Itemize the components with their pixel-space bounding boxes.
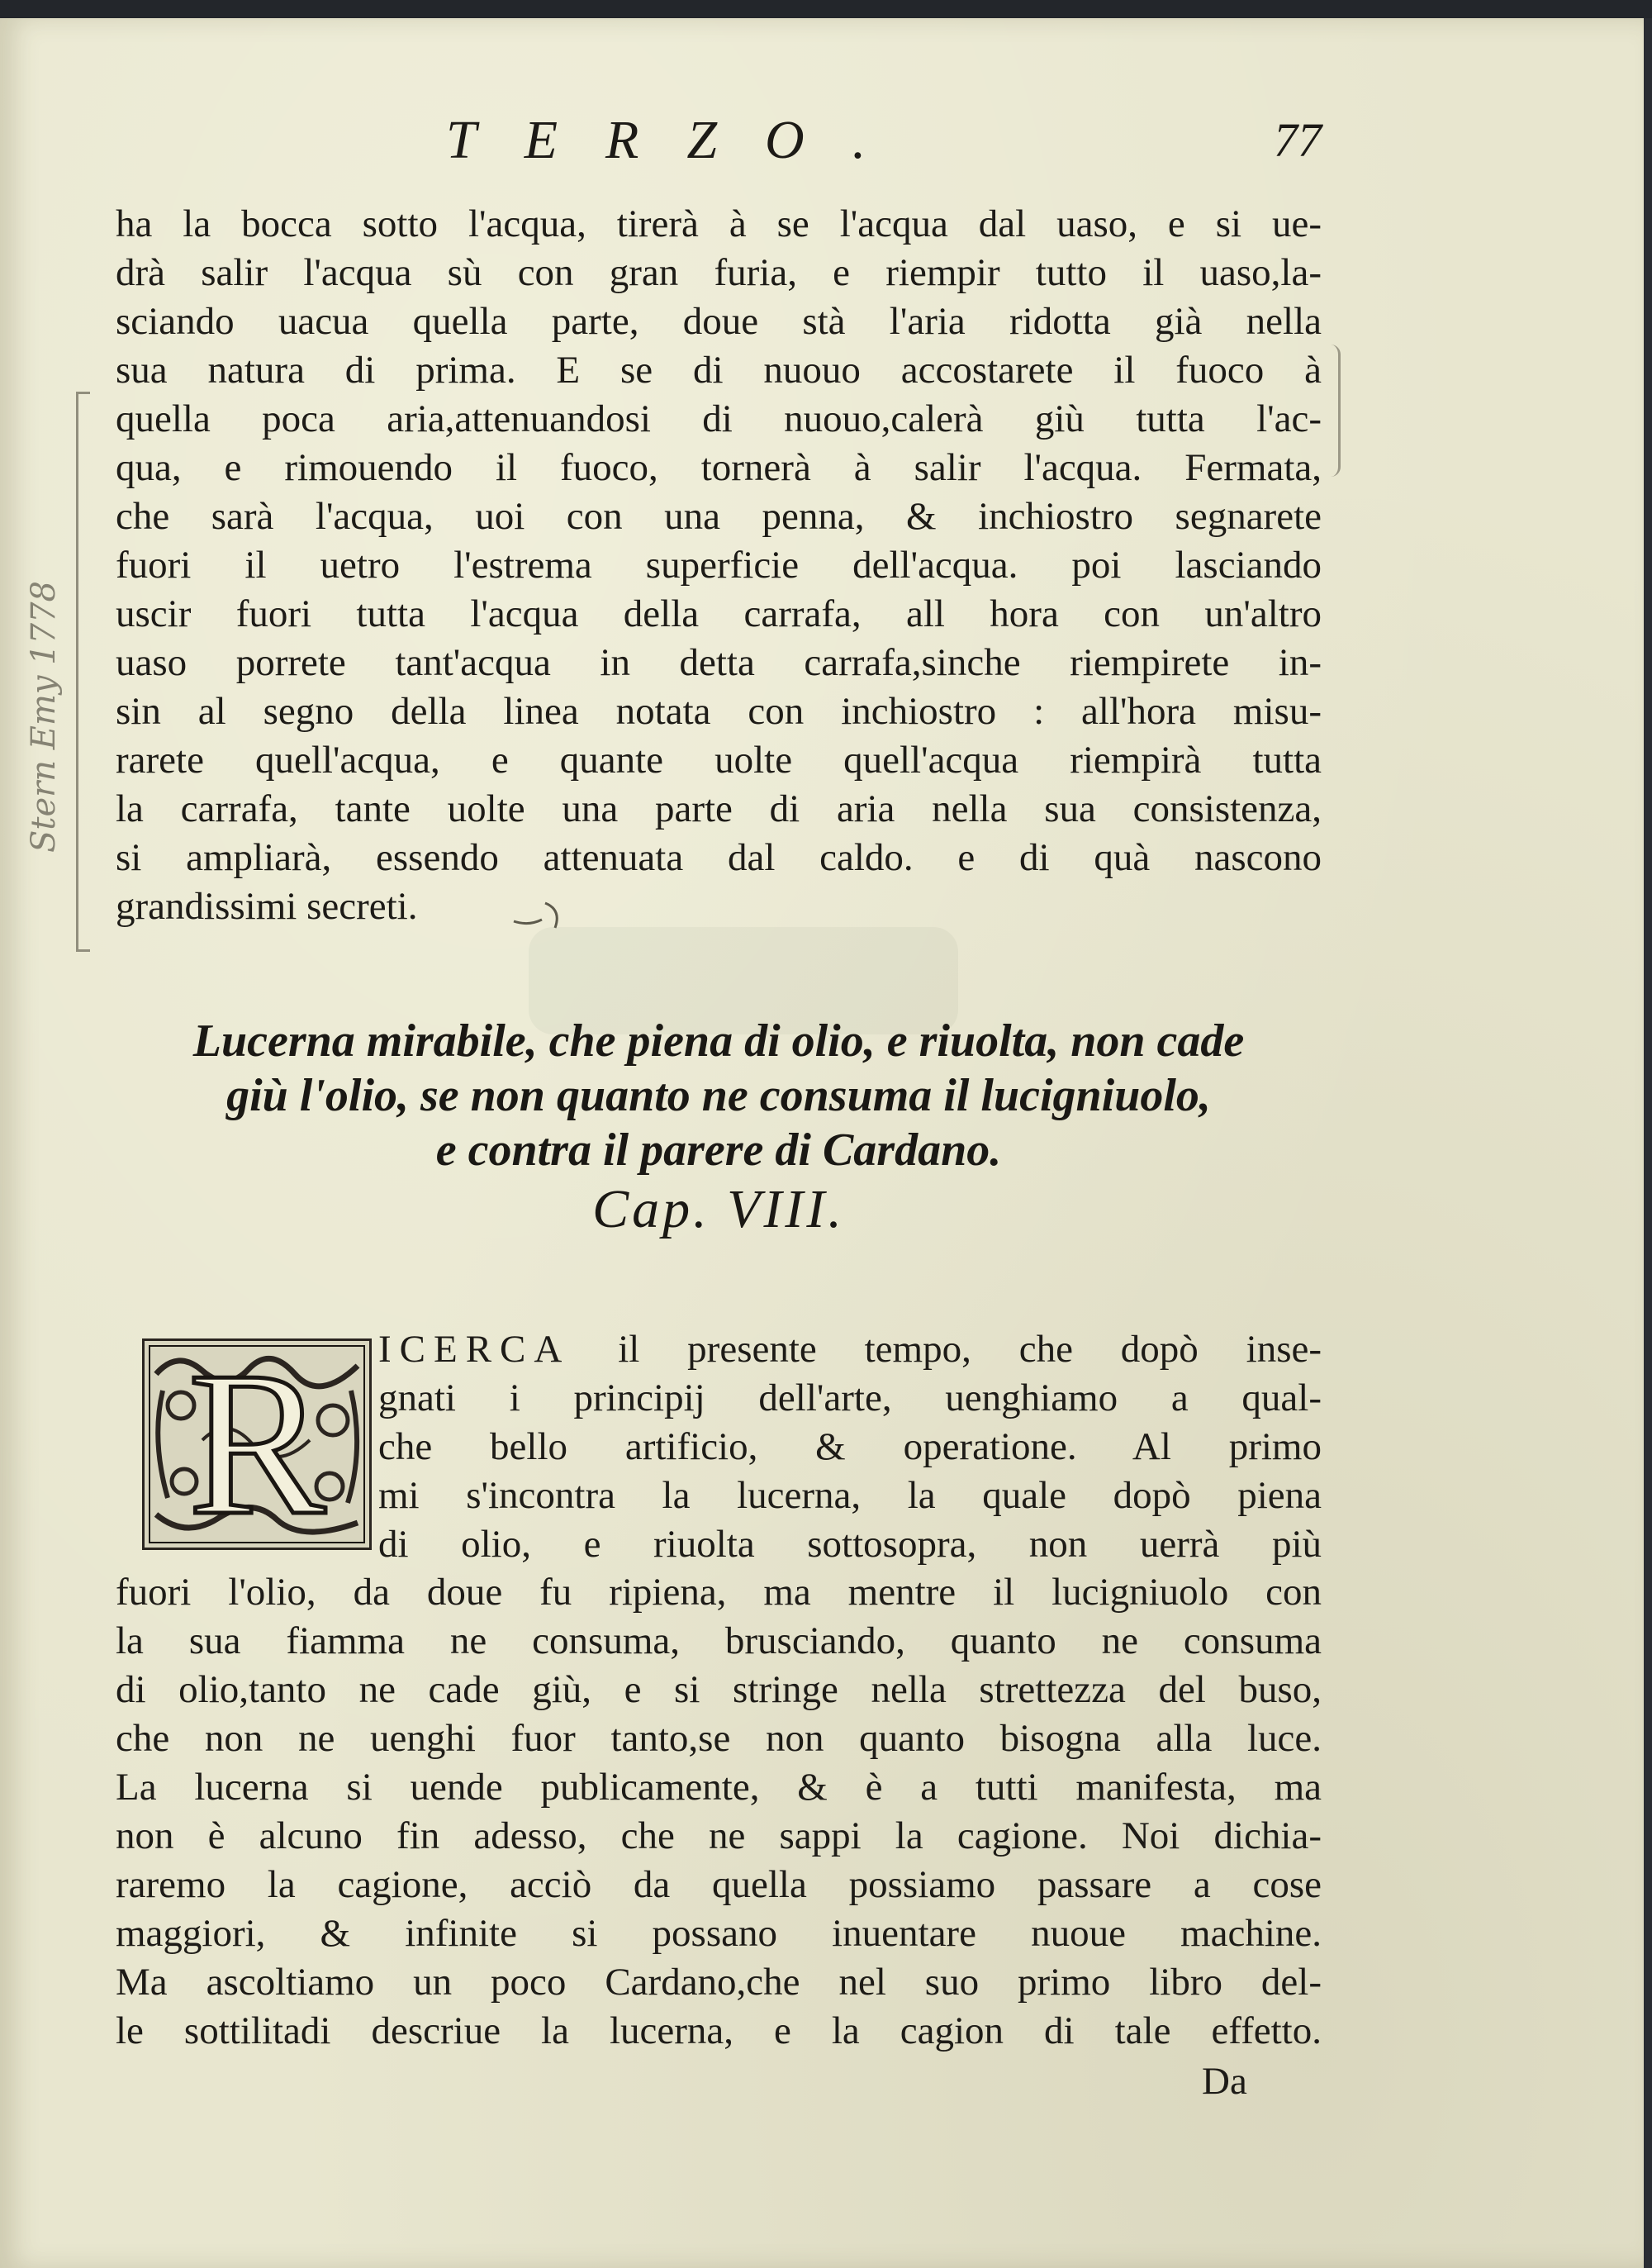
scan-top-edge: [0, 0, 1652, 18]
text-line: fuori l'olio, da doue fu ripiena, ma mentre il lucigniuolo con: [116, 1571, 1322, 1614]
opening-word: ICERCA: [378, 1328, 571, 1371]
text-line: qua, e rimouendo il fuoco, tornerà à salir l'acqua. Fermata,: [116, 446, 1322, 489]
running-head: TERZO.: [446, 110, 914, 170]
chapter-paragraph: [116, 1568, 1322, 2056]
handwritten-margin-note: Stern Emy 1778: [25, 581, 63, 853]
text-line: gnati i principij dell'arte, uenghiamo a qual-: [378, 1376, 1322, 1419]
chapter-number: Cap. VIII.: [592, 1179, 845, 1239]
decorated-initial: [142, 1329, 372, 1558]
text-line: che non ne uenghi fuor tanto,se non quanto bisogna alla luce.: [116, 1717, 1322, 1760]
text-line: drà salir l'acqua sù con gran furia, e riempir tutto il uaso,la-: [116, 251, 1322, 294]
text-line: Ma ascoltiamo un poco Cardano,che nel suo primo libro del-: [116, 1961, 1322, 2004]
margin-bracket-mark: [76, 392, 90, 952]
text-line: sin al segno della linea notata con inchiostro : all'hora misu-: [116, 690, 1322, 733]
initial-letter: R: [188, 1329, 326, 1558]
page-number: 77: [1274, 113, 1322, 167]
continuation-paragraph: [116, 200, 1322, 931]
text-line: quella poca aria,attenuandosi di nuouo,calerà giù tutta l'ac-: [116, 397, 1322, 440]
text-line: rarete quell'acqua, e quante uolte quell'acqua riempirà tutta: [116, 739, 1322, 782]
text-span: il presente tempo, che dopò inse-: [570, 1328, 1322, 1371]
chapter-title-line: Lucerna mirabile, che piena di olio, e riuolta, non cade: [192, 1015, 1245, 1067]
text-line: ha la bocca sotto l'acqua, tirerà à se l'acqua dal uaso, e si ue-: [116, 202, 1322, 245]
right-margin-bracket-mark: [1327, 345, 1341, 477]
text-line: sua natura di prima. E se di nuouo accostarete il fuoco à: [116, 349, 1322, 392]
page-header: [124, 109, 1322, 183]
text-line: di olio,tanto ne cade giù, e si stringe nella strettezza del buso,: [116, 1668, 1322, 1711]
text-line: fuori il uetro l'estrema superficie dell'acqua. poi lasciando: [116, 544, 1322, 587]
text-line: uscir fuori tutta l'acqua della carrafa, all hora con un'altro: [116, 592, 1322, 635]
book-page: [0, 18, 1644, 2268]
text-line: mi s'incontra la lucerna, la quale dopò piena: [378, 1474, 1322, 1517]
text-line: non è alcuno fin adesso, che ne sappi la cagione. Noi dichia-: [116, 1814, 1322, 1857]
text-line: raremo la cagione, acciò da quella possiamo passare a cose: [116, 1863, 1322, 1906]
indented-opening-lines: [378, 1325, 1322, 1569]
handwritten-end-mark: [512, 898, 578, 931]
text-line: uaso porrete tant'acqua in detta carrafa,sinche riempirete in-: [116, 641, 1322, 684]
text-line: la carrafa, tante uolte una parte di aria nella sua consistenza,: [116, 787, 1322, 830]
chapter-heading: [116, 1014, 1322, 1237]
text-line: La lucerna si uende publicamente, & è a tutti manifesta, ma: [116, 1766, 1322, 1809]
chapter-title-line: giù l'olio, se non quanto ne consuma il lucigniuolo,: [226, 1070, 1211, 1121]
text-line: che sarà l'acqua, uoi con una penna, & inchiostro segnarete: [116, 495, 1322, 538]
text-line: [378, 1325, 1322, 1374]
text-line: maggiori, & infinite si possano inuentare nuoue machine.: [116, 1912, 1322, 1955]
text-line: la sua fiamma ne consuma, brusciando, quanto ne consuma: [116, 1619, 1322, 1662]
text-line: di olio, e riuolta sottosopra, non uerrà più: [378, 1523, 1322, 1566]
text-line: che bello artificio, & operatione. Al primo: [378, 1425, 1322, 1468]
text-line: le sottilitadi descriue la lucerna, e la cagion di tale effetto.: [116, 2009, 1322, 2052]
text-line: sciando uacua quella parte, doue stà l'aria ridotta già nella: [116, 300, 1322, 343]
text-line: grandissimi secreti.: [116, 885, 418, 928]
catchword: Da: [1202, 2060, 1247, 2103]
text-line: si ampliarà, essendo attenuata dal caldo. e di quà nascono: [116, 836, 1322, 879]
chapter-title-line: e contra il parere di Cardano.: [435, 1124, 1002, 1176]
